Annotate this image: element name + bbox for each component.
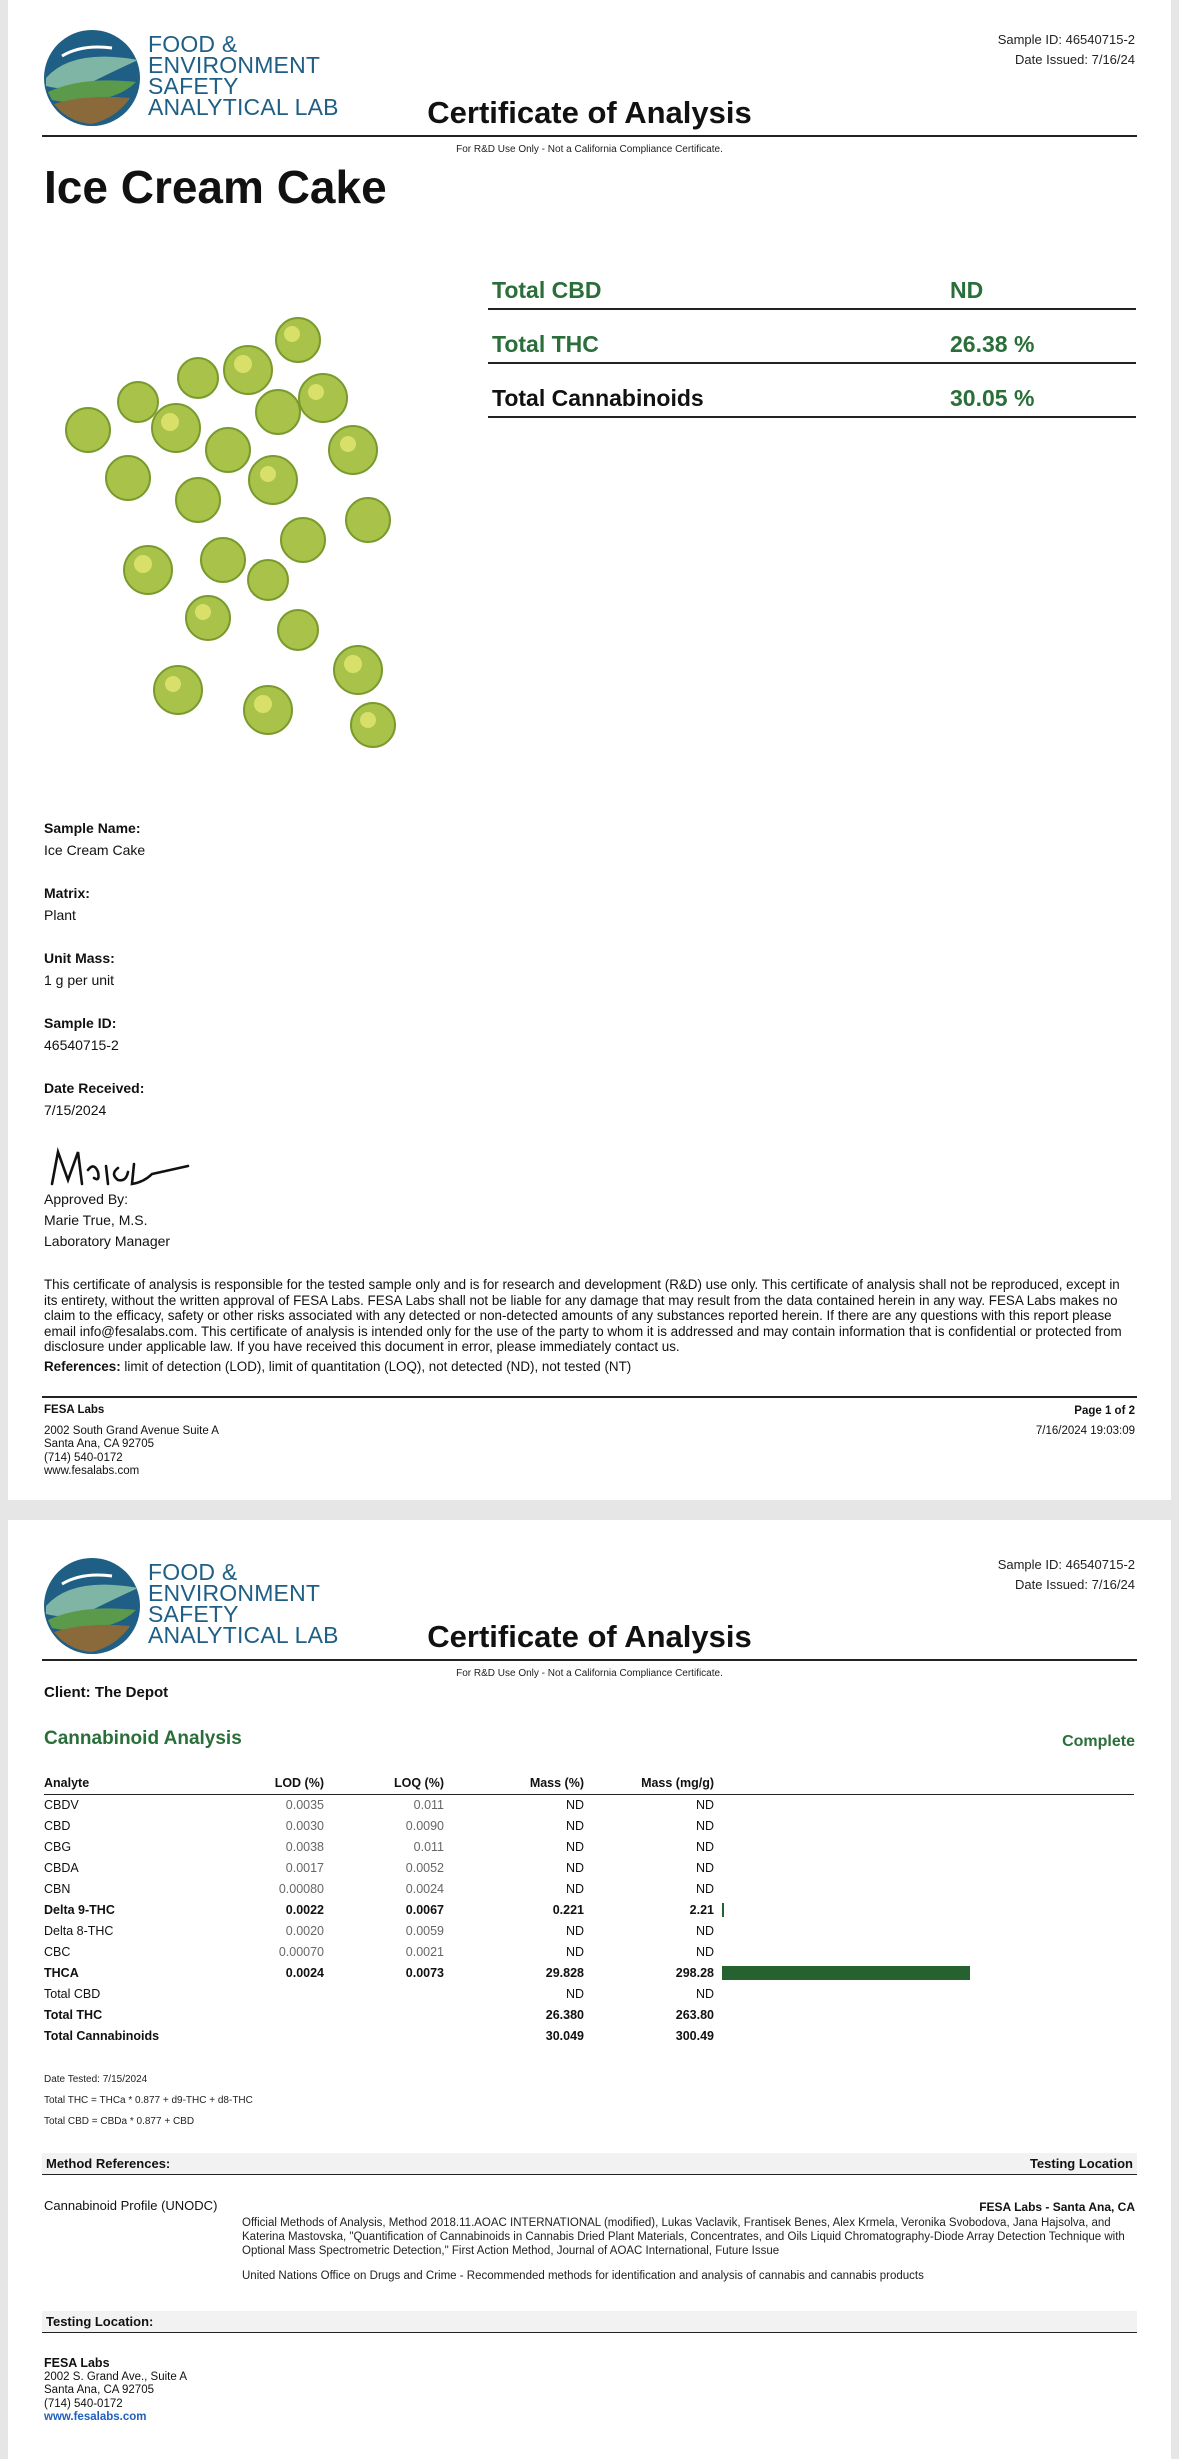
method-description: Official Methods of Analysis, Method 2018.11.AOAC INTERNATIONAL (modified), Lukas Vaclavik, Frantisek Benes, Alex Krmela, Veronika Svobodova, Jana Hajsolva, and Katerina Mastovska, "Quantification of Cannabinoids in Cannabis Dried Plant Materials, Concentrates, and Oils Liquid Chromatography-Diode Array Detection Technique with Optional Mass Spectrometric Detection," First Action Method, Journal of AOAC International, Future Issue [242, 2217, 1125, 2257]
references [44, 1359, 1134, 1375]
date-issued: Date Issued: 7/16/24 [1015, 1577, 1135, 1592]
table-row [44, 1815, 1134, 1836]
mass-mg-cell: ND [695, 1986, 714, 2001]
lab-logo-wordmark: FOOD & ENVIRONMENT SAFETY ANALYTICAL LAB [148, 31, 339, 120]
total-thc-formula: Total THC = THCa * 0.877 + d9-THC + d8-THC [44, 2095, 253, 2106]
signature [48, 1144, 198, 1192]
product-name: Ice Cream Cake [44, 161, 387, 213]
date-tested: Date Tested: 7/15/2024 [44, 2074, 148, 2085]
summary-label: Total THC [492, 331, 599, 357]
summary-label: Total Cannabinoids [492, 385, 704, 411]
loq-cell: 0.011 [413, 1797, 444, 1812]
approved-by-label: Approved By: [44, 1191, 129, 1207]
potency-summary [488, 256, 1136, 418]
sample-id-value: 46540715-2 [44, 1037, 119, 1053]
analyte-cell: Delta 9-THC [44, 1902, 115, 1917]
lod-cell: 0.0024 [285, 1965, 324, 1980]
date-received-value: 7/15/2024 [44, 1102, 107, 1118]
method-references-label: Method References: [46, 2156, 171, 2171]
column-header: Analyte [44, 1775, 244, 1794]
mass-bar-cell [714, 1941, 1134, 1962]
analyte-cell: CBG [44, 1839, 72, 1854]
lod-cell: 0.0017 [285, 1860, 324, 1875]
loq-cell [324, 2004, 444, 2025]
header-meta [998, 1555, 1135, 1595]
approver-name: Marie True, M.S. [44, 1212, 148, 1228]
mass-mg-cell: ND [695, 1923, 714, 1938]
summary-value: 26.38 % [950, 331, 1035, 357]
report-page-1 [8, 0, 1171, 1500]
table-row [44, 1899, 1134, 1920]
mass-mg-cell: 300.49 [675, 2028, 714, 2043]
analyte-cell: CBN [44, 1881, 71, 1896]
mass-mg-cell: ND [695, 1839, 714, 1854]
lod-cell: 0.0020 [285, 1923, 324, 1938]
loq-cell: 0.0073 [405, 1965, 444, 1980]
mass-mg-cell: ND [695, 1818, 714, 1833]
mass-percent-cell: ND [565, 1944, 584, 1959]
date-issued: Date Issued: 7/16/24 [1015, 52, 1135, 67]
sample-name-label: Sample Name: [44, 820, 141, 836]
summary-row [488, 364, 1136, 418]
footer-phone: (714) 540-0172 [44, 1451, 123, 1464]
testing-location-address [44, 2357, 187, 2425]
footer-address-line: 2002 South Grand Avenue Suite A [44, 1424, 219, 1437]
column-header: Mass (mg/g) [584, 1775, 714, 1794]
lod-cell [244, 2025, 324, 2046]
mass-percent-cell: ND [565, 1839, 584, 1854]
analyte-cell: THCA [44, 1965, 79, 1980]
mass-bar-cell [714, 1962, 1134, 1983]
mass-bar-cell [714, 1836, 1134, 1857]
page-title: Certificate of Analysis [427, 1619, 752, 1654]
matrix-label: Matrix: [44, 885, 90, 901]
location-address-line: 2002 S. Grand Ave., Suite A [44, 2370, 187, 2383]
sample-info [44, 817, 145, 1142]
mass-percent-cell: ND [565, 1860, 584, 1875]
report-page-2 [8, 1520, 1171, 2459]
method-name: Cannabinoid Profile (UNODC) [44, 2198, 218, 2213]
formula-notes [44, 2069, 253, 2132]
mass-percent-cell: ND [565, 1881, 584, 1896]
lod-cell [244, 1983, 324, 2004]
summary-value: ND [950, 277, 984, 303]
table-row [44, 1878, 1134, 1899]
header-meta [998, 30, 1135, 70]
testing-location-title: Testing Location: [46, 2314, 154, 2329]
summary-label: Total CBD [492, 277, 602, 303]
section-title: Cannabinoid Analysis [44, 1728, 242, 1749]
mass-mg-cell: ND [695, 1944, 714, 1959]
mass-bar-cell [714, 2025, 1134, 2046]
matrix-value: Plant [44, 907, 76, 923]
lod-cell: 0.0022 [285, 1902, 324, 1917]
mass-bar-cell [714, 1857, 1134, 1878]
cannabinoid-table [44, 1775, 1134, 2046]
mass-bar-cell [714, 1878, 1134, 1899]
mass-bar-cell [714, 1899, 1134, 1920]
disclaimer-text: This certificate of analysis is responsible for the tested sample only and is for research and development (R&D) use only. This certificate of analysis shall not be reproduced, except in its entirety, without the written approval of FESA Labs. FESA Labs shall not be liable for any damage that may result from the data contained herein in any way. FESA Labs makes no claim to the efficacy, safety or other risks associated with any detected or non-detected amounts of any substances reported herein. If there are any questions with this report please email info@fesalabs.com. This certificate of analysis is intended only for the use of the party to whom it is addressed and may contain information that is confidential or protected from disclosure under applicable law. If you have received this document in error, please immediately contact us. [44, 1277, 1122, 1354]
sample-id: Sample ID: 46540715-2 [997, 1557, 1135, 1572]
analyte-cell: CBC [44, 1944, 71, 1959]
sample-id-label: Sample ID: [44, 1015, 117, 1031]
table-row [44, 1962, 1134, 1983]
compliance-note: For R&D Use Only - Not a California Compliance Certificate. [456, 1668, 723, 1679]
table-header-row [44, 1775, 1134, 1794]
chart-column-header [714, 1775, 1134, 1794]
footer-divider [42, 1396, 1137, 1398]
mass-mg-cell: 263.80 [675, 2007, 714, 2022]
mass-mg-cell: ND [695, 1860, 714, 1875]
location-name: FESA Labs [44, 2356, 110, 2370]
date-received-label: Date Received: [44, 1080, 145, 1096]
column-header: LOD (%) [244, 1775, 324, 1794]
location-website-link[interactable]: www.fesalabs.com [44, 2411, 147, 2423]
mass-mg-cell: 298.28 [675, 1965, 714, 1980]
header-divider [42, 1659, 1137, 1661]
compliance-note: For R&D Use Only - Not a California Compliance Certificate. [456, 144, 723, 155]
analyte-cell: CBDV [44, 1797, 79, 1812]
page-number: Page 1 of 2 [1074, 1405, 1135, 1417]
mass-mg-cell: ND [695, 1797, 714, 1812]
loq-cell [324, 2025, 444, 2046]
loq-cell: 0.011 [413, 1839, 444, 1854]
location-address-line: Santa Ana, CA 92705 [44, 2384, 154, 2396]
lod-cell: 0.0030 [285, 1818, 324, 1833]
mass-percent-cell: ND [565, 1797, 584, 1812]
table-row [44, 2025, 1134, 2046]
approval-block [44, 1189, 170, 1252]
disclaimer [44, 1277, 1134, 1374]
mass-mg-cell: ND [695, 1881, 714, 1896]
analyte-cell: Total Cannabinoids [44, 2028, 160, 2043]
mass-percent-cell: 26.380 [545, 2007, 584, 2022]
table-row [44, 1836, 1134, 1857]
table-row [44, 1857, 1134, 1878]
analyte-cell: Total CBD [44, 1986, 101, 2001]
sample-id: Sample ID: 46540715-2 [997, 32, 1135, 47]
page-title: Certificate of Analysis [427, 95, 752, 130]
mass-percent-cell: 30.049 [545, 2028, 584, 2043]
testing-location-header [42, 2311, 1137, 2333]
unit-mass-label: Unit Mass: [44, 950, 115, 966]
summary-row [488, 310, 1136, 364]
approver-role: Laboratory Manager [44, 1233, 171, 1249]
table-row [44, 1794, 1134, 1815]
table-row [44, 2004, 1134, 2025]
method-references-header [42, 2153, 1137, 2175]
loq-cell: 0.0090 [405, 1818, 444, 1833]
column-header: LOQ (%) [324, 1775, 444, 1794]
method-description: United Nations Office on Drugs and Crime - Recommended methods for identification and analysis of cannabis and cannabis products [242, 2270, 924, 2282]
client-name: Client: The Depot [44, 1684, 169, 1701]
status-badge: Complete [1062, 1733, 1135, 1750]
lod-cell [244, 2004, 324, 2025]
analyte-cell: Delta 8-THC [44, 1923, 114, 1938]
summary-row [488, 256, 1136, 310]
analyte-cell: Total THC [44, 2007, 103, 2022]
mass-percent-cell: ND [565, 1923, 584, 1938]
loq-cell: 0.0024 [405, 1881, 444, 1896]
references-label: References: [44, 1358, 121, 1374]
mass-percent-cell: ND [565, 1986, 584, 2001]
sample-name-value: Ice Cream Cake [44, 842, 146, 858]
mass-bar-cell [714, 1920, 1134, 1941]
unit-mass-value: 1 g per unit [44, 972, 115, 988]
total-cbd-formula: Total CBD = CBDa * 0.877 + CBD [44, 2116, 195, 2127]
table-row [44, 1941, 1134, 1962]
mass-bar [722, 1966, 970, 1980]
mass-bar [722, 1903, 724, 1917]
product-photo [48, 300, 428, 770]
lod-cell: 0.00080 [278, 1881, 324, 1896]
mass-bar-cell [714, 2004, 1134, 2025]
loq-cell: 0.0067 [405, 1902, 444, 1917]
mass-bar-cell [714, 1794, 1134, 1815]
mass-bar-cell [714, 1815, 1134, 1836]
footer-page-info [1036, 1401, 1135, 1441]
references-text: limit of detection (LOD), limit of quantitation (LOQ), not detected (ND), not tested (NT) [124, 1358, 632, 1374]
footer-address [44, 1404, 219, 1479]
table-row [44, 1983, 1134, 2004]
summary-value: 30.05 % [950, 385, 1035, 411]
testing-location-label: Testing Location [1029, 2156, 1133, 2171]
table-row [44, 1920, 1134, 1941]
lod-cell: 0.00070 [278, 1944, 324, 1959]
mass-mg-cell: 2.21 [689, 1902, 714, 1917]
loq-cell [324, 1983, 444, 2004]
mass-percent-cell: ND [565, 1818, 584, 1833]
print-timestamp: 7/16/2024 19:03:09 [1035, 1425, 1135, 1437]
mass-bar-cell [714, 1983, 1134, 2004]
mass-percent-cell: 0.221 [552, 1902, 584, 1917]
lod-cell: 0.0038 [285, 1839, 324, 1854]
footer-company: FESA Labs [44, 1404, 105, 1416]
analyte-cell: CBDA [44, 1860, 79, 1875]
lod-cell: 0.0035 [285, 1797, 324, 1812]
loq-cell: 0.0021 [405, 1944, 444, 1959]
loq-cell: 0.0052 [405, 1860, 444, 1875]
analyte-cell: CBD [44, 1818, 71, 1833]
footer-address-line: Santa Ana, CA 92705 [44, 1438, 154, 1450]
location-phone: (714) 540-0172 [44, 2397, 123, 2410]
lab-logo-wordmark: FOOD & ENVIRONMENT SAFETY ANALYTICAL LAB [148, 1559, 339, 1648]
mass-percent-cell: 29.828 [545, 1965, 584, 1980]
column-header: Mass (%) [444, 1775, 584, 1794]
header-divider [42, 135, 1137, 137]
method-location: FESA Labs - Santa Ana, CA [979, 2200, 1135, 2214]
footer-website: www.fesalabs.com [44, 1465, 140, 1477]
loq-cell: 0.0059 [405, 1923, 444, 1938]
